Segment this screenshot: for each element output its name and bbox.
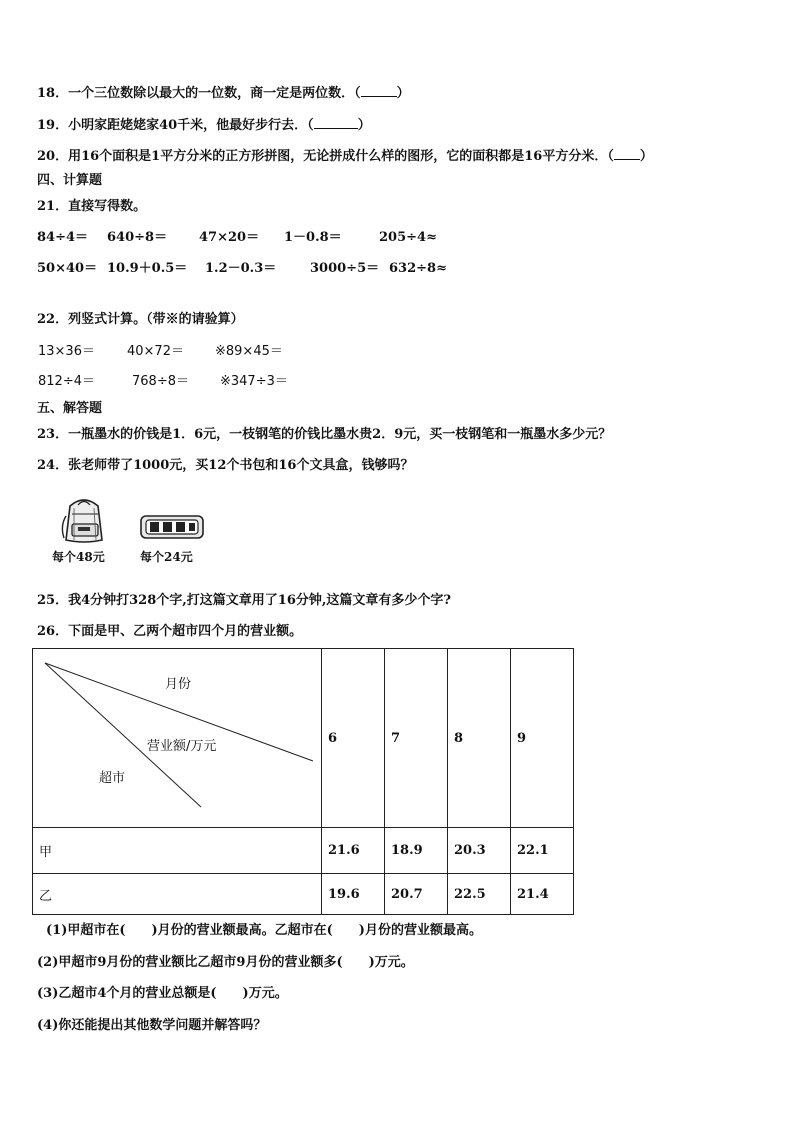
expression: 13×36＝ [38,344,95,359]
question-24: 24．张老师带了1000元，买12个书包和16个文具盒，钱够吗？ [37,458,414,473]
expression: 205÷4≈ [379,230,437,245]
expression: 10.9＋0.5＝ [107,261,188,276]
question-23: 23．一瓶墨水的价钱是1．6元，一枝钢笔的价钱比墨水贵2．9元，买一枝钢笔和一瓶墨水多少元？ [37,427,612,442]
header-amount: 营业额/万元 [147,739,217,754]
expression: 632÷8≈ [389,261,447,276]
store-name: 甲 [33,828,322,874]
pencil-box-price: 每个24元 [140,550,193,564]
store-name: 乙 [33,874,322,915]
expression: 640÷8＝ [107,230,168,245]
q21-row-2 [37,261,597,277]
answer-blank[interactable] [361,84,397,97]
header-month: 月份 [165,677,192,692]
expression: 3000÷5＝ [310,261,380,276]
expression: 50×40＝ [37,261,98,276]
revenue-cell: 21.6 [322,828,385,874]
question-18: 18．一个三位数除以最大的一位数，商一定是两位数．（ ） [37,86,410,101]
section-heading-5: 五、解答题 [37,401,103,416]
answer-blank[interactable] [314,116,358,129]
revenue-cell: 22.1 [511,828,574,874]
month-9: 9 [511,649,574,828]
question-21-title: 21．直接写得数。 [37,199,147,214]
backpack-price: 每个48元 [52,550,105,564]
question-19: 19．小明家距姥姥家40千米，他最好步行去．（ ） [37,118,371,133]
revenue-cell: 20.3 [448,828,511,874]
question-22-title: 22．列竖式计算。（带※的请验算） [37,312,244,327]
revenue-cell: 19.6 [322,874,385,915]
month-8: 8 [448,649,511,828]
q22-row-1 [38,344,438,360]
expression: ※347÷3＝ [220,374,288,389]
question-26-title: 26．下面是甲、乙两个超市四个月的营业额。 [37,624,303,639]
month-6: 6 [322,649,385,828]
expression: 1－0.8＝ [284,230,342,245]
table-row [33,828,574,874]
section-heading-4: 四、计算题 [37,173,103,188]
revenue-table [32,648,574,915]
header-store: 超市 [99,771,126,786]
expression: 47×20＝ [199,230,260,245]
question-26-sub-4: (4)你还能提出其他数学问题并解答吗？ [37,1018,267,1033]
question-20: 20．用16个面积是1平方分米的正方形拼图，无论拼成什么样的图形，它的面积都是16平方分米．（ ） [37,149,653,164]
expression: 768÷8＝ [132,374,189,389]
question-26-sub-1: (1)甲超市在( )月份的营业额最高。乙超市在( )月份的营业额最高。 [46,923,482,938]
expression: 812÷4＝ [38,374,95,389]
question-26-sub-3: (3)乙超市4个月的营业总额是( )万元。 [37,986,288,1001]
question-25: 25．我4分钟打328个字,打这篇文章用了16分钟,这篇文章有多少个字? [37,593,452,608]
question-26-sub-2: (2)甲超市9月份的营业额比乙超市9月份的营业额多( )万元。 [37,955,414,970]
backpack-icon [58,496,110,544]
revenue-cell: 21.4 [511,874,574,915]
pencil-box-icon [140,514,204,540]
revenue-cell: 18.9 [385,828,448,874]
expression: 84÷4＝ [37,230,89,245]
q22-row-2 [38,374,438,390]
q21-row-1 [37,230,597,246]
month-7: 7 [385,649,448,828]
diagonal-header-cell [33,649,322,828]
expression: 40×72＝ [127,344,184,359]
table-header-row [33,649,574,828]
answer-blank[interactable] [614,147,640,160]
revenue-cell: 22.5 [448,874,511,915]
expression: ※89×45＝ [215,344,283,359]
expression: 1.2－0.3＝ [205,261,277,276]
revenue-cell: 20.7 [385,874,448,915]
table-row [33,874,574,915]
